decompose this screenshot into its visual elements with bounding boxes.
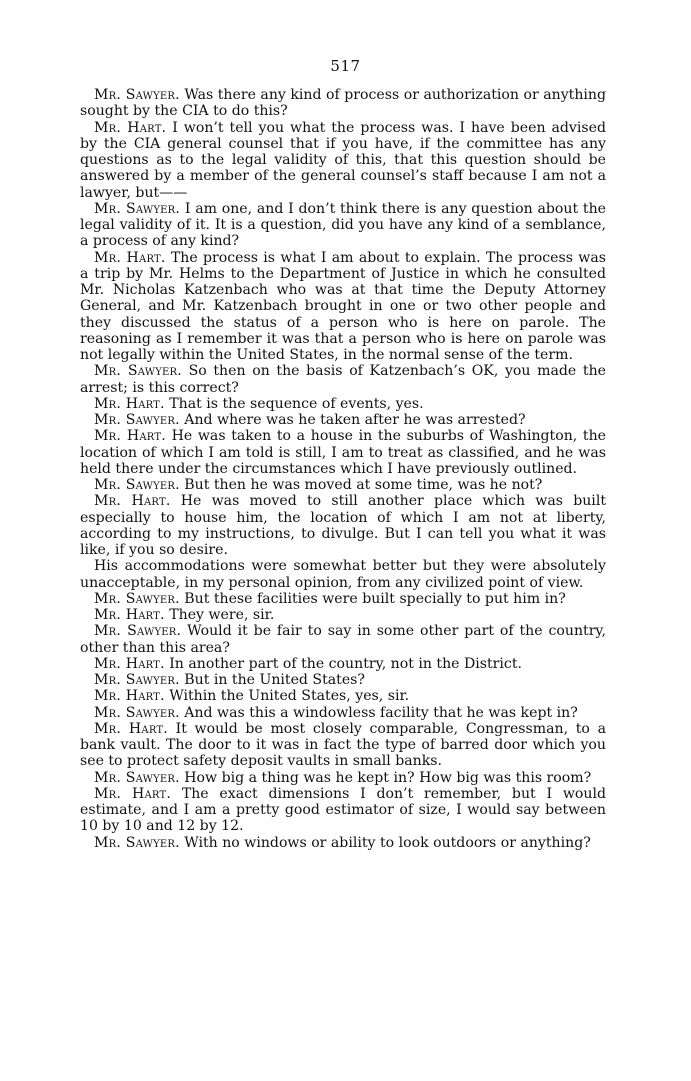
paragraph-text: The process is what I am about to explain. The process was a trip by Mr. Helms to the Department of Justice in which he consulted Mr. Nicholas Katzenbach who was at that time the Deputy Attorney General, and Mr. Katzenbach brought in one or two other people and they discussed the status of a person who is here on parole. The reasoning as I remember it was that a person who is here on parole was not legally within the United States, in the normal sense of the term. xyxy=(80,249,606,363)
speaker-name: Mr. Sawyer. xyxy=(94,412,180,428)
paragraph-text: It would be most closely comparable, Congressman, to a bank vault. The door to it was in fact the type of barred door which you see to protect safety deposit vaults in small banks. xyxy=(80,720,606,770)
transcript-paragraph xyxy=(80,477,606,493)
transcript-paragraph xyxy=(80,396,606,412)
transcript-paragraph xyxy=(80,705,606,721)
paragraph-text: But then he was moved at some time, was he not? xyxy=(179,477,543,493)
paragraph-text: I won’t tell you what the process was. I have been advised by the CIA general counsel that if you have, if the committee has any questions as to the legal validity of this, that this question should be answered by a member of the general counsel’s staff because I am not a lawyer, but—— xyxy=(80,119,606,201)
transcript-paragraph xyxy=(80,412,606,428)
transcript-paragraph xyxy=(80,428,606,477)
paragraph-text: How big a thing was he kept in? How big was this room? xyxy=(179,769,592,786)
speaker-name: Mr. Hart. xyxy=(94,119,167,136)
speaker-name: Mr. Sawyer. xyxy=(94,834,180,851)
speaker-name: Mr. Sawyer. xyxy=(94,623,182,640)
speaker-name: Mr. Sawyer. xyxy=(94,87,180,103)
transcript-paragraph xyxy=(80,623,606,656)
transcript-paragraph xyxy=(80,688,606,704)
paragraph-text: With no windows or ability to look outdoors or anything? xyxy=(179,834,591,851)
paragraph-text: His accommodations were somewhat better but they were absolutely unacceptable, in my personal opinion, from any civilized point of view. xyxy=(80,558,606,591)
transcript-paragraph xyxy=(80,250,606,364)
transcript-paragraph xyxy=(80,591,606,607)
transcript-paragraph xyxy=(80,363,606,396)
paragraph-text: But these facilities were built specially to put him in? xyxy=(179,590,566,607)
paragraph-text: That is the sequence of events, yes. xyxy=(164,395,424,412)
transcript-paragraph xyxy=(80,120,606,201)
paragraph-text: He was moved to still another place which was built especially to house him, the location of which I am not at liberty, according to my instructions, to divulge. But I can tell you what it was like, if you so desire. xyxy=(80,493,606,558)
speaker-name: Mr. Hart. xyxy=(94,655,165,672)
speaker-name: Mr. Sawyer. xyxy=(94,363,182,380)
transcript-body xyxy=(80,87,606,851)
paragraph-text: But in the United States? xyxy=(179,672,365,688)
paragraph-text: They were, sir. xyxy=(164,607,275,623)
transcript-paragraph xyxy=(80,835,606,851)
transcript-paragraph xyxy=(80,558,606,591)
paragraph-text: And where was he taken after he was arrested? xyxy=(179,412,526,428)
speaker-name: Mr. Hart. xyxy=(94,720,168,737)
speaker-name: Mr. Hart. xyxy=(94,688,165,705)
speaker-name: Mr. Sawyer. xyxy=(94,477,180,493)
speaker-name: Mr. Hart. xyxy=(94,395,165,412)
paragraph-text: Would it be fair to say in some other part of the country, other than this area? xyxy=(80,623,606,656)
paragraph-text: The exact dimensions I don’t remember, but I would estimate, and I am a pretty good estimator of size, I would say between 10 by 10 and 12 by 12. xyxy=(80,785,606,835)
speaker-name: Mr. Sawyer. xyxy=(94,200,181,217)
paragraph-text: I am one, and I don’t think there is any question about the legal validity of it. It is a question, did you have any kind of a semblance, a process of any kind? xyxy=(80,200,606,250)
paragraph-text: In another part of the country, not in the District. xyxy=(164,655,522,672)
paragraph-text: He was taken to a house in the suburbs of Washington, the location of which I am told is still, I am to treat as classified, and he was held there under the circumstances which I have previously outlined. xyxy=(80,428,606,477)
speaker-name: Mr. Hart. xyxy=(94,249,166,266)
transcript-paragraph xyxy=(80,607,606,623)
speaker-name: Mr. Hart. xyxy=(94,785,172,802)
paragraph-text: Within the United States, yes, sir. xyxy=(164,688,410,705)
paragraph-text: So then on the basis of Katzenbach’s OK, you made the arrest; is this correct? xyxy=(80,363,606,396)
transcript-paragraph xyxy=(80,656,606,672)
speaker-name: Mr. Hart. xyxy=(94,493,171,510)
transcript-paragraph xyxy=(80,721,606,770)
speaker-name: Mr. Sawyer. xyxy=(94,672,180,688)
transcript-paragraph xyxy=(80,770,606,786)
transcript-paragraph xyxy=(80,493,606,558)
transcript-paragraph xyxy=(80,786,606,835)
paragraph-text: And was this a windowless facility that he was kept in? xyxy=(179,704,578,721)
page-number: 517 xyxy=(330,57,361,75)
transcript-paragraph xyxy=(80,672,606,688)
speaker-name: Mr. Sawyer. xyxy=(94,704,180,721)
speaker-name: Mr. Hart. xyxy=(94,607,165,623)
transcript-paragraph xyxy=(80,87,606,120)
transcript-paragraph xyxy=(80,201,606,250)
speaker-name: Mr. Hart. xyxy=(94,428,166,445)
speaker-name: Mr. Sawyer. xyxy=(94,769,180,786)
speaker-name: Mr. Sawyer. xyxy=(94,590,180,607)
paragraph-text: Was there any kind of process or authorization or anything sought by the CIA to do this? xyxy=(80,87,607,120)
